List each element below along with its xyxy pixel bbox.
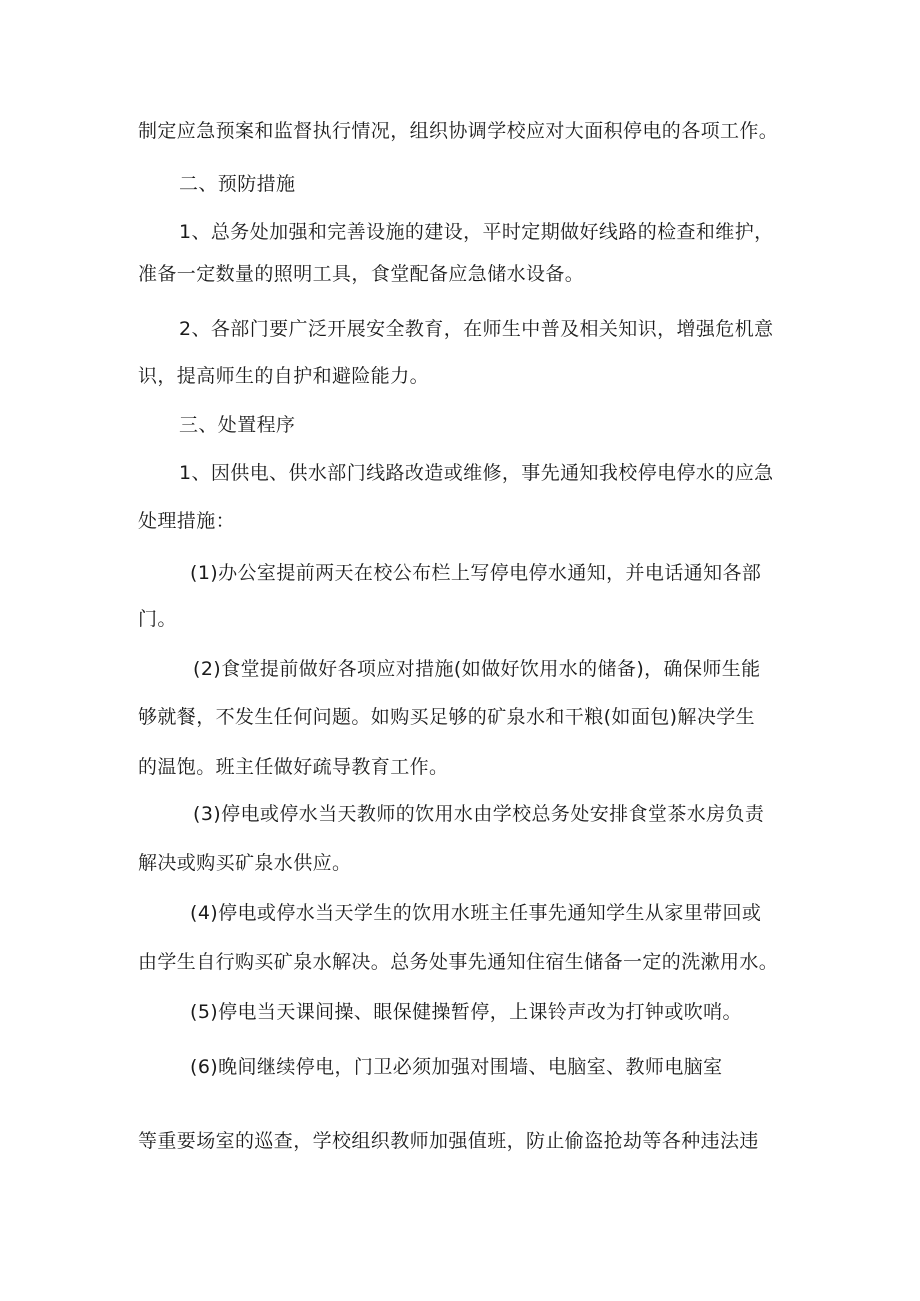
text-line: (6)晚间继续停电，门卫必须加强对围墙、电脑室、教师电脑室	[190, 1056, 723, 1078]
text-line: 2、各部门要广泛开展安全教育，在师生中普及相关知识，增强危机意	[179, 318, 774, 340]
text-line: 识，提高师生的自护和避险能力。	[138, 365, 430, 387]
text-line: 制定应急预案和监督执行情况，组织协调学校应对大面积停电的各项工作。	[138, 120, 779, 142]
text-line: 1、因供电、供水部门线路改造或维修，事先通知我校停电停水的应急	[179, 462, 774, 484]
text-line: 的温饱。班主任做好疏导教育工作。	[138, 756, 449, 778]
text-line: 1、总务处加强和完善设施的建设，平时定期做好线路的检查和维护，	[179, 221, 774, 243]
text-line: 解决或购买矿泉水供应。	[138, 852, 352, 874]
text-line: (2)食堂提前做好各项应对措施(如做好饮用水的储备)，确保师生能	[193, 658, 761, 680]
text-line: 等重要场室的巡查，学校组织教师加强值班，防止偷盗抢劫等各种违法违	[138, 1130, 759, 1152]
text-line: 处理措施：	[138, 510, 236, 532]
text-line: (5)停电当天课间操、眼保健操暂停，上课铃声改为打钟或吹哨。	[190, 1001, 742, 1023]
text-line: (1)办公室提前两天在校公布栏上写停电停水通知，并电话通知各部	[190, 562, 762, 584]
text-line: 准备一定数量的照明工具，食堂配备应急储水设备。	[138, 263, 585, 285]
text-line: 够就餐，不发生任何问题。如购买足够的矿泉水和干粮(如面包)解决学生	[138, 706, 756, 728]
section-heading: 二、预防措施	[179, 173, 296, 195]
section-heading: 三、处置程序	[179, 414, 296, 436]
text-line: (3)停电或停水当天教师的饮用水由学校总务处安排食堂茶水房负责	[193, 803, 765, 825]
text-line: (4)停电或停水当天学生的饮用水班主任事先通知学生从家里带回或	[190, 902, 762, 924]
text-line: 门。	[138, 608, 177, 630]
text-line: 由学生自行购买矿泉水解决。总务处事先通知住宿生储备一定的洗漱用水。	[138, 951, 779, 973]
